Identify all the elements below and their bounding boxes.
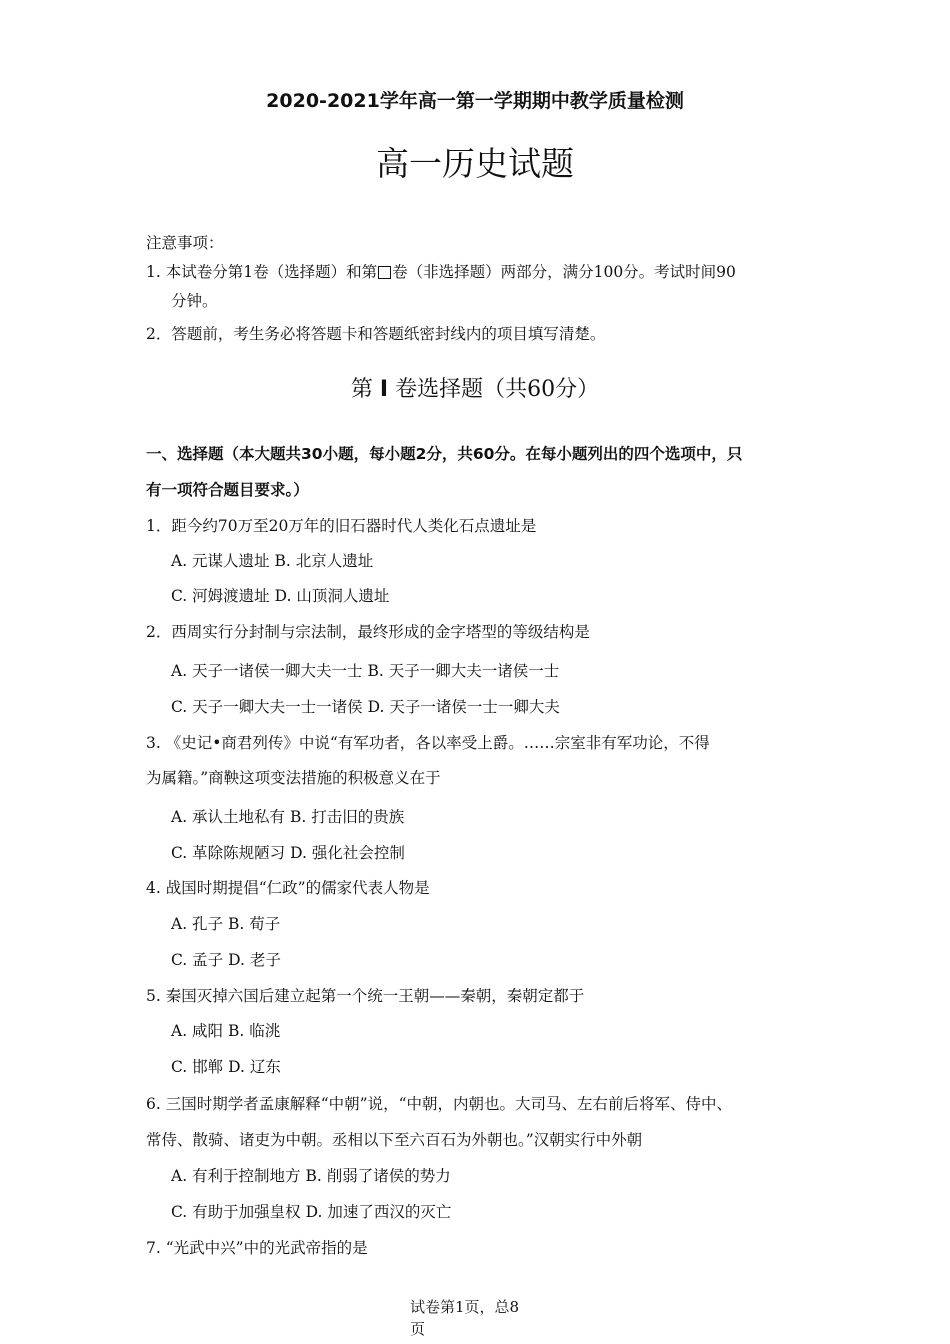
notes-item-1-continuation: 分钟。 — [171, 292, 218, 310]
notes-item-2: 2．答题前，考生务必将答题卡和答题纸密封线内的项目填写清楚。 — [146, 325, 606, 343]
question-5-options-ab: A. 咸阳 B. 临洮 — [171, 1022, 281, 1040]
subject-title: 高一历史试题 — [376, 144, 574, 183]
question-3-options-cd: C. 革除陈规陋习 D. 强化社会控制 — [171, 844, 405, 862]
question-5-stem: 5. 秦国灭掉六国后建立起第一个统一王朝——秦朝，秦朝定都于 — [146, 987, 585, 1005]
question-6-stem: 6. 三国时期学者孟康解释“中朝”说，“中朝，内朝也。大司马、左右前后将军、侍中、 — [146, 1095, 732, 1113]
question-7-stem: 7. “光武中兴”中的光武帝指的是 — [146, 1239, 368, 1257]
question-6-options-ab: A. 有利于控制地方 B. 削弱了诸侯的势力 — [171, 1167, 451, 1185]
instructions-line-2: 有一项符合题目要求。） — [146, 481, 309, 499]
question-3-options-ab: A. 承认土地私有 B. 打击旧的贵族 — [171, 808, 405, 826]
notes-item-1-part-a: 1. 本试卷分第1卷（选择题）和第 — [146, 263, 378, 281]
question-6-options-cd: C. 有助于加强皇权 D. 加速了西汉的灭亡 — [171, 1203, 452, 1221]
question-6-stem-continuation: 常侍、散骑、诸吏为中朝。丞相以下至六百石为外朝也。”汉朝实行中外朝 — [146, 1131, 643, 1149]
section-title-part-c: 卷选择题（共60分） — [395, 377, 600, 402]
question-3-stem-continuation: 为属籍。”商鞅这项变法措施的积极意义在于 — [146, 769, 441, 787]
missing-glyph-box-icon — [378, 266, 391, 279]
question-1-options-cd: C. 河姆渡遗址 D. 山顶洞人遗址 — [171, 587, 390, 605]
notes-heading: 注意事项： — [146, 234, 224, 252]
notes-item-1 — [146, 262, 736, 282]
question-1-stem: 1．距今约70万至20万年的旧石器时代人类化石点遗址是 — [146, 517, 537, 535]
page-number-line-2: 页 — [410, 1320, 426, 1338]
notes-item-1-part-b: 卷（非选择题）两部分，满分100分。考试时间90 — [392, 263, 736, 281]
question-2-stem: 2．西周实行分封制与宗法制，最终形成的金字塔型的等级结构是 — [146, 623, 590, 641]
section-title — [0, 372, 950, 403]
question-4-options-ab: A. 孔子 B. 荀子 — [171, 915, 281, 933]
question-1-options-ab: A. 元谋人遗址 B. 北京人遗址 — [171, 552, 374, 570]
instructions-line-1: 一、选择题（本大题共30小题，每小题2分，共60分。在每小题列出的四个选项中，只 — [146, 445, 743, 463]
question-4-options-cd: C. 孟子 D. 老子 — [171, 951, 281, 969]
page-number-line-1: 试卷第1页，总8 — [410, 1298, 520, 1316]
question-4-stem: 4. 战国时期提倡“仁政”的儒家代表人物是 — [146, 879, 430, 897]
question-5-options-cd: C. 邯郸 D. 辽东 — [171, 1058, 281, 1076]
section-title-roman: I — [379, 377, 389, 402]
question-2-options-ab: A. 天子一诸侯一卿大夫一士 B. 天子一卿大夫一诸侯一士 — [171, 662, 560, 680]
question-2-options-cd: C. 天子一卿大夫一士一诸侯 D. 天子一诸侯一士一卿大夫 — [171, 698, 560, 716]
exam-title: 2020-2021学年高一第一学期期中教学质量检测 — [266, 90, 684, 112]
section-title-part-a: 第 — [350, 377, 373, 402]
page-footer — [410, 1296, 550, 1340]
question-3-stem: 3. 《史记•商君列传》中说“有军功者，各以率受上爵。……宗室非有军功论，不得 — [146, 734, 710, 752]
